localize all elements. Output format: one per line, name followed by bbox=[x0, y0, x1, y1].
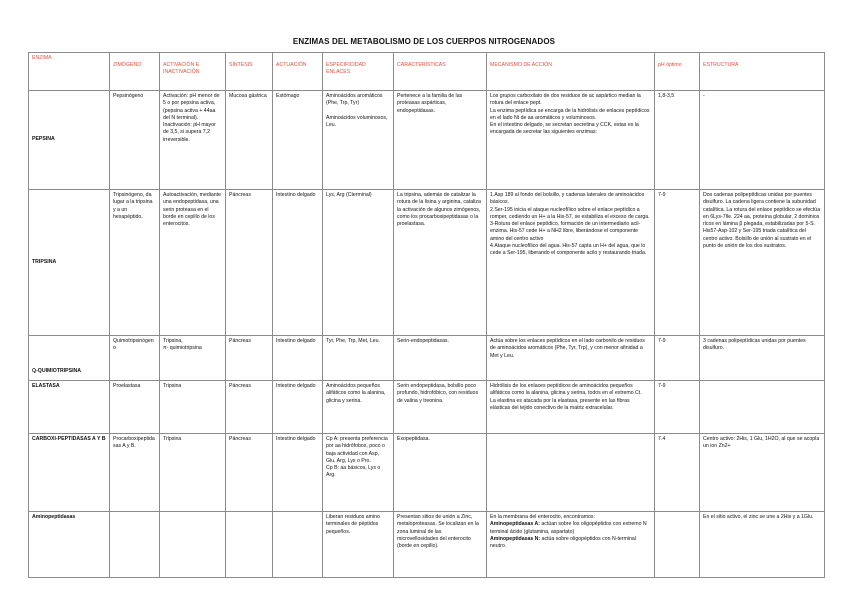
table-row bbox=[29, 434, 825, 512]
table-header-row bbox=[29, 53, 825, 91]
cell-ph: 7-9 bbox=[655, 336, 700, 381]
cell-estructura: 3 cadenas polipeptídicas unidas por puentes disulfuro. bbox=[700, 336, 825, 381]
text-line bbox=[490, 521, 651, 536]
text-line: Aminoácidos voluminosos, Leu. bbox=[326, 114, 388, 128]
cell-activacion: Activación: pH menor de 5 o por pepsina activa, (pepsina activa + 44aa del N terminal). Inactivación: pH mayor de 3,5, si supera 7,2 irreversible. bbox=[160, 91, 226, 190]
text-line: La elastina es atacada por la elastasa, presente en las fibras elásticas del tejido conectivo de la matriz extracelular. bbox=[490, 397, 630, 411]
cell-ph: 7-9 bbox=[655, 381, 700, 434]
text-line: Cp B: aa básicos, Lys o Arg. bbox=[326, 465, 381, 479]
column-header-zimogeno: ZIMÓGENO bbox=[110, 53, 160, 91]
column-header-ph: pH óptimo bbox=[655, 53, 700, 91]
cell-especificidad: Aminoácidos pequeños alifáticos como la alanina, glicina y serina. bbox=[323, 381, 394, 434]
table-row bbox=[29, 190, 825, 336]
text-line bbox=[490, 536, 651, 551]
cell-sintesis: Páncreas bbox=[226, 381, 273, 434]
text-line: La enzima peptídica se encarga de la hidrólisis de enlaces peptídicos en el lado Nt de aa aromáticos y voluminosos. bbox=[490, 107, 650, 121]
text-line: π- quimiotripsina bbox=[163, 345, 202, 352]
cell-activacion bbox=[160, 512, 226, 578]
column-header-enzima: ENZIMA bbox=[29, 53, 110, 91]
table-row bbox=[29, 512, 825, 578]
cell-caracteristicas: Serin-endopeptidasas. bbox=[394, 336, 487, 381]
column-header-actuacion: ACTUACIÓN bbox=[273, 53, 323, 91]
bold-label: Aminopeptidasas N: bbox=[490, 535, 541, 542]
table-row bbox=[29, 336, 825, 381]
cell-actuacion: Intestino delgado bbox=[273, 336, 323, 381]
cell-enzima: CARBOXI-PEPTIDASAS A Y B bbox=[29, 434, 110, 512]
cell-sintesis: Páncreas bbox=[226, 434, 273, 512]
text-line: 4.Ataque nucleofílico del agua. His-57 capta un H+ del agua, que lo cede a Ser-195, liberando el componente acilo y restaurando triada. bbox=[490, 243, 647, 257]
cell-sintesis: Mucosa gástrica bbox=[226, 91, 273, 190]
column-header-mecanismo: MECANISMO DE ACCIÓN bbox=[487, 53, 655, 91]
cell-especificidad: Tyr, Phe, Trp, Met, Leu. bbox=[323, 336, 394, 381]
cell-actuacion: Estómago bbox=[273, 91, 323, 190]
cell-caracteristicas: Serin endopeptidasa, bolsillo poco profundo, hidrofóbico, con residuos de valina y treonina. bbox=[394, 381, 487, 434]
cell-actuacion: Intestino delgado bbox=[273, 381, 323, 434]
cell-caracteristicas: La tripsina, además de catalizar la rotura de la lisina y arginina, cataliza la activación de algunos zimógenos, como los procarboxipeptidasas o la proelastasa. bbox=[394, 190, 487, 336]
text-line: Cp A: presenta preferencia por aa hidrófobos, poco o baja actividad con Asp, Glu, Arg, Lys o Pro. bbox=[326, 436, 388, 464]
cell-estructura: En el sitio activo, el zinc se une a 2His y a 1Glu. bbox=[700, 512, 825, 578]
cell-especificidad bbox=[323, 91, 394, 190]
enzyme-table bbox=[28, 52, 825, 578]
cell-mecanismo: Actúa sobre los enlaces peptídicos en el lado carbonilo de residuos de aminoácidos aromáticos (Phe, Tyr, Trp), y con menor afinidad a Met y Leu. bbox=[487, 336, 655, 381]
text-line: 2.Ser-195 inicia el ataque nucleofílico sobre el enlace peptídico a romper, cediendo un H+ a la His-57, se estabiliza el exceso de carga. bbox=[490, 206, 650, 220]
cell-ph: 7.4 bbox=[655, 434, 700, 512]
cell-ph: 1,8-3,5 bbox=[655, 91, 700, 190]
cell-zimogeno: Quimotripsinógeno bbox=[110, 336, 160, 381]
cell-estructura: Centro activo: 2His, 1 Glu, 1H2O, al que se acopla un ion Zn2+ bbox=[700, 434, 825, 512]
cell-especificidad: Lys, Arg (Cterminal) bbox=[323, 190, 394, 336]
cell-estructura: - bbox=[700, 91, 825, 190]
cell-zimogeno: Procarboxipeptidasas A y B. bbox=[110, 434, 160, 512]
cell-caracteristicas: Exopeptidasa. bbox=[394, 434, 487, 512]
text-fragment: actúan sobre los oligopéptidos con extremo N terminal ácido (glutamina, aspartato) bbox=[490, 521, 647, 535]
cell-activacion: Autoactivación, mediante una endopeptidasa, una serin proteasa en el borde en cepillo de los enterocitos. bbox=[160, 190, 226, 336]
cell-zimogeno bbox=[110, 512, 160, 578]
cell-sintesis: Páncreas bbox=[226, 190, 273, 336]
cell-activacion bbox=[160, 336, 226, 381]
cell-actuacion bbox=[273, 512, 323, 578]
cell-enzima: Aminopeptidasas bbox=[29, 512, 110, 578]
cell-mecanismo bbox=[487, 512, 655, 578]
text-line: En la membrana del enterocito, encontramos: bbox=[490, 514, 595, 520]
cell-actuacion: Intestino delgado bbox=[273, 190, 323, 336]
text-line: Tripsina, bbox=[163, 338, 183, 344]
cell-estructura bbox=[700, 381, 825, 434]
text-line: Hidrólisis de los enlaces peptídicos de aminoácidos pequeños alifáticos como la alanina, glicina y serina, todos en el extremo Ct. bbox=[490, 383, 642, 397]
table-row bbox=[29, 91, 825, 190]
cell-zimogeno: Proelastasa bbox=[110, 381, 160, 434]
cell-caracteristicas: Presentan sitios de unión a Zinc, metaloproteasas. Se localizan en la zona luminal de las microvellosidades del enterocito (borde en cepillo). bbox=[394, 512, 487, 578]
cell-mecanismo bbox=[487, 434, 655, 512]
cell-mecanismo bbox=[487, 190, 655, 336]
text-line: Aminoácidos aromáticos (Phe, Trp, Tyr) bbox=[326, 93, 383, 107]
cell-activacion: Tripsina bbox=[160, 381, 226, 434]
cell-zimogeno: Pepsinógeno bbox=[110, 91, 160, 190]
cell-ph: 7-9 bbox=[655, 190, 700, 336]
cell-ph bbox=[655, 512, 700, 578]
cell-especificidad: Liberan residuos amino terminales de péptidos pequeños. bbox=[323, 512, 394, 578]
text-line: 3-Rotura del enlace peptídico, formación de un intermediario acil-enzima. His-57 cede H+ a NH2 libre, liberándose el componente amino del centro activo bbox=[490, 221, 641, 242]
cell-mecanismo bbox=[487, 91, 655, 190]
text-fragment: actúa sobre oligopéptidos con N-terminal neutro. bbox=[490, 535, 636, 550]
cell-mecanismo bbox=[487, 381, 655, 434]
cell-enzima: TRIPSINA bbox=[29, 190, 110, 336]
column-header-caracteristicas: CARACTERÍSTICAS bbox=[394, 53, 487, 91]
cell-zimogeno: Tripsinógeno, da lugar a la tripsina y a un hexapéptido. bbox=[110, 190, 160, 336]
column-header-activacion: ACTIVACIÓN E INACTIVACIÓN bbox=[160, 53, 226, 91]
page-title: ENZIMAS DEL METABOLISMO DE LOS CUERPOS NITROGENADOS bbox=[292, 37, 556, 46]
bold-label: Aminopeptidasas A: bbox=[490, 521, 540, 528]
cell-sintesis: Páncreas bbox=[226, 336, 273, 381]
text-line: Los grupos carboxilato de dos residuos de ac aspártico median la rotura del enlace pept. bbox=[490, 93, 641, 107]
text-line: En el intestino delgado, se secretan secretina y CCK, estas es la encargada de secretar las siguientes enzimas: bbox=[490, 122, 639, 136]
column-header-especificidad: ESPECIFICIDAD ENLACES bbox=[323, 53, 394, 91]
cell-enzima: Ꝗ-QUIMIOTRIPSINA bbox=[29, 336, 110, 381]
table-row bbox=[29, 381, 825, 434]
cell-sintesis bbox=[226, 512, 273, 578]
cell-enzima: ELASTASA bbox=[29, 381, 110, 434]
cell-estructura: Dos cadenas polipeptídicas unidas por puentes disulfuro. La cadena ligera contiene la subunidad catalítica. La rotura del enlace peptídico se efectúa en 6Lys-7Ile. 224 aa, proteína globular, 2 dominios ricos en lámina β plegada, estabilizadas por 5-S. His57-Asp-102 y Ser-195 triada catalítica del centro activo. Bolsillo de unión al sustrato en el punto de unión de los dos sustratos. bbox=[700, 190, 825, 336]
text-line: 1.Asp 189 al fondo del bolsillo, y cadenas laterales de aminoácidos básicos. bbox=[490, 192, 645, 206]
cell-actuacion: Intestino delgado bbox=[273, 434, 323, 512]
cell-caracteristicas: Pertenece a la familia de las proteasas aspárticas, endopeptidasas. bbox=[394, 91, 487, 190]
column-header-estructura: ESTRUCTURA bbox=[700, 53, 825, 91]
cell-especificidad bbox=[323, 434, 394, 512]
cell-enzima: PEPSINA bbox=[29, 91, 110, 190]
cell-activacion: Tripsina bbox=[160, 434, 226, 512]
column-header-sintesis: SÍNTESIS bbox=[226, 53, 273, 91]
